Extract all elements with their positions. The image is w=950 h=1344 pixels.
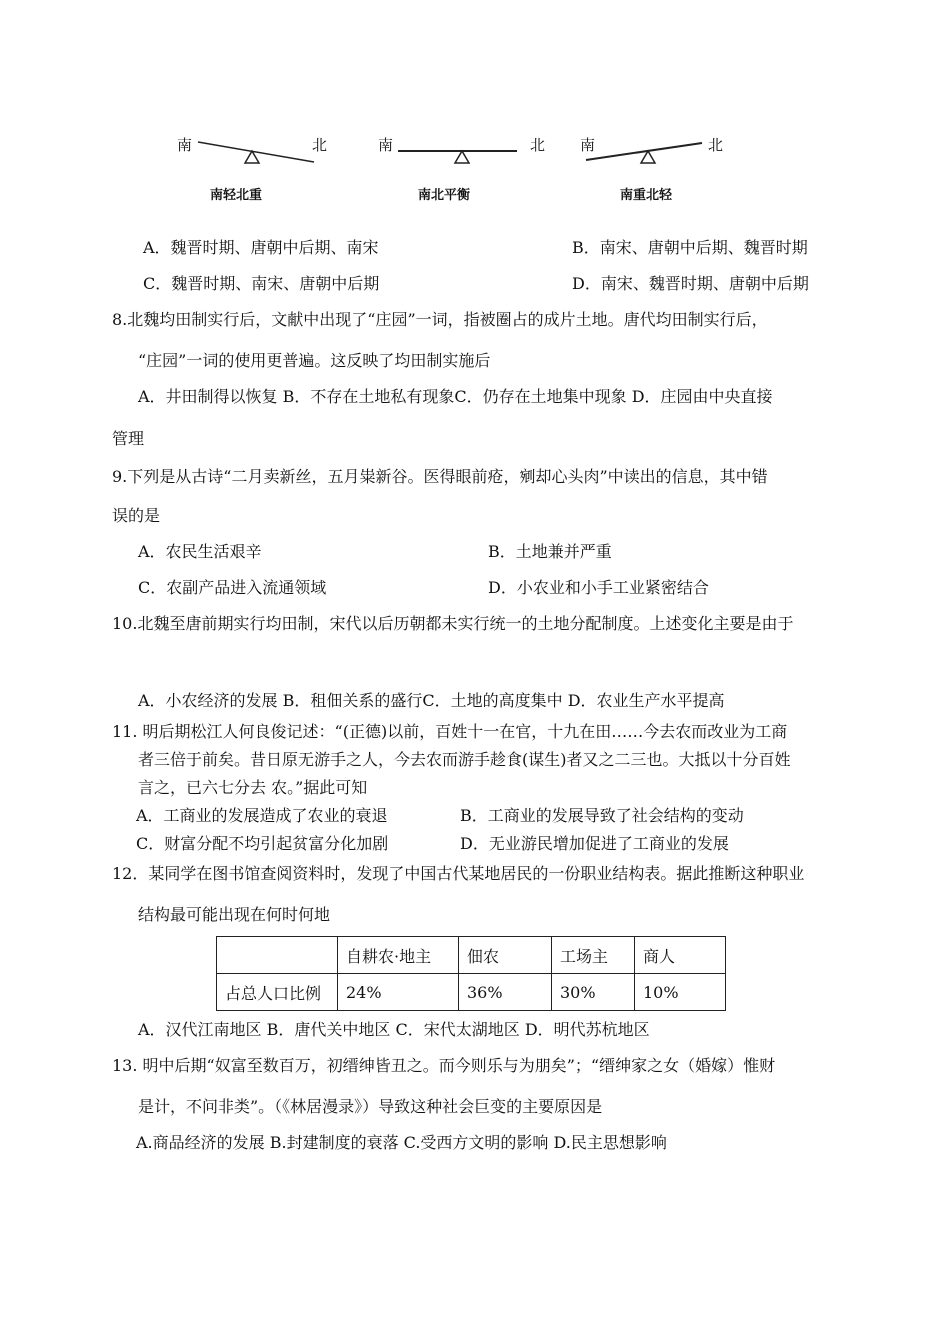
q9-option-c: C．农副产品进入流通领域: [138, 578, 327, 597]
q12-stem-line1: 12．某同学在图书馆查阅资料时，发现了中国古代某地居民的一份职业结构表。据此推断这种职业: [112, 864, 805, 883]
q7-option-a: A．魏晋时期、唐朝中后期、南宋: [143, 238, 379, 257]
table-header-row: [217, 937, 726, 974]
q7-option-b: B．南宋、唐朝中后期、魏晋时期: [572, 238, 808, 257]
q13-options: A.商品经济的发展 B.封建制度的衰落 C.受西方文明的影响 D.民主思想影响: [136, 1133, 667, 1152]
q11-stem-line1: 11. 明后期松江人何良俊记述：“(正德)以前，百姓十一在官，十九在田……今去农而改业为工商: [112, 722, 788, 741]
q8-stem-line1: 8.北魏均田制实行后，文献中出现了“庄园”一词，指被圈占的成片土地。唐代均田制实行后，: [112, 310, 768, 329]
table-cell: 30%: [552, 974, 635, 1011]
scale-2-fulcrum: [455, 151, 469, 163]
q12-options: A．汉代江南地区 B．唐代关中地区 C．宋代太湖地区 D．明代苏杭地区: [138, 1020, 650, 1039]
q11-option-c: C．财富分配不均引起贫富分化加剧: [136, 834, 389, 853]
q11-option-d: D．无业游民增加促进了工商业的发展: [460, 834, 729, 853]
table-cell: 24%: [338, 974, 459, 1011]
q8-options-tail: 管理: [112, 429, 145, 448]
scale-3-left-label: 南: [580, 136, 596, 154]
q11-stem-line2: 者三倍于前矣。昔日原无游手之人，今去农而游手趁食(谋生)者又之二三也。大抵以十分百姓: [138, 750, 791, 769]
q7-option-c: C．魏晋时期、南宋、唐朝中后期: [143, 274, 380, 293]
q10-options: A．小农经济的发展 B．租佃关系的盛行C．土地的高度集中 D．农业生产水平提高: [138, 691, 725, 710]
scale-2-right-label: 北: [530, 136, 546, 154]
table-cell: 10%: [635, 974, 726, 1011]
table-cell: 36%: [459, 974, 552, 1011]
scale-3-fulcrum: [641, 151, 655, 163]
table-header-cell: 佃农: [459, 937, 552, 974]
scale-1-right-label: 北: [312, 136, 328, 154]
table-header-cell: 工场主: [552, 937, 635, 974]
q9-stem-line2: 误的是: [112, 506, 161, 525]
q8-options: A．井田制得以恢复 B．不存在土地私有现象C．仍存在土地集中现象 D．庄园由中央直接: [138, 387, 773, 406]
table-row: [217, 974, 726, 1011]
table-header-cell: 商人: [635, 937, 726, 974]
scale-3-caption: 南重北轻: [620, 188, 673, 203]
scale-2-left-label: 南: [378, 136, 394, 154]
q11-stem-line3: 言之，已六七分去 农。”据此可知: [138, 778, 368, 797]
q13-stem-line2: 是计，不问非类”。（《林居漫录》）导致这种社会巨变的主要原因是: [138, 1097, 603, 1116]
scale-3-right-label: 北: [708, 136, 724, 154]
scale-2-caption: 南北平衡: [418, 188, 471, 203]
occupation-table: [216, 936, 726, 1011]
q9-option-d: D．小农业和小手工业紧密结合: [488, 578, 709, 597]
scale-1-caption: 南轻北重: [210, 188, 263, 203]
q8-stem-line2: “庄园”一词的使用更普遍。这反映了均田制实施后: [138, 351, 491, 370]
q13-stem-line1: 13. 明中后期“奴富至数百万，初缙绅皆丑之。而今则乐与为朋矣”；“缙绅家之女（婚嫁）惟财: [112, 1056, 776, 1075]
scale-1-left-label: 南: [177, 136, 193, 154]
table-header-cell: 自耕农·地主: [338, 937, 459, 974]
q10-stem: 10.北魏至唐前期实行均田制，宋代以后历朝都未实行统一的土地分配制度。上述变化主要是由于: [112, 614, 794, 633]
q9-stem-line1: 9.下列是从古诗“二月卖新丝，五月粜新谷。医得眼前疮，剜却心头肉”中读出的信息，其中错: [112, 467, 768, 486]
q9-option-a: A．农民生活艰辛: [138, 542, 262, 561]
q7-option-d: D．南宋、魏晋时期、唐朝中后期: [572, 274, 809, 293]
q9-option-b: B．土地兼并严重: [488, 542, 612, 561]
q12-stem-line2: 结构最可能出现在何时何地: [138, 905, 331, 924]
table-header-cell: [217, 937, 338, 974]
q11-option-b: B．工商业的发展导致了社会结构的变动: [460, 806, 744, 825]
table-row-label: 占总人口比例: [217, 974, 338, 1011]
scale-graphics: [0, 0, 950, 180]
q11-option-a: A．工商业的发展造成了农业的衰退: [136, 806, 388, 825]
